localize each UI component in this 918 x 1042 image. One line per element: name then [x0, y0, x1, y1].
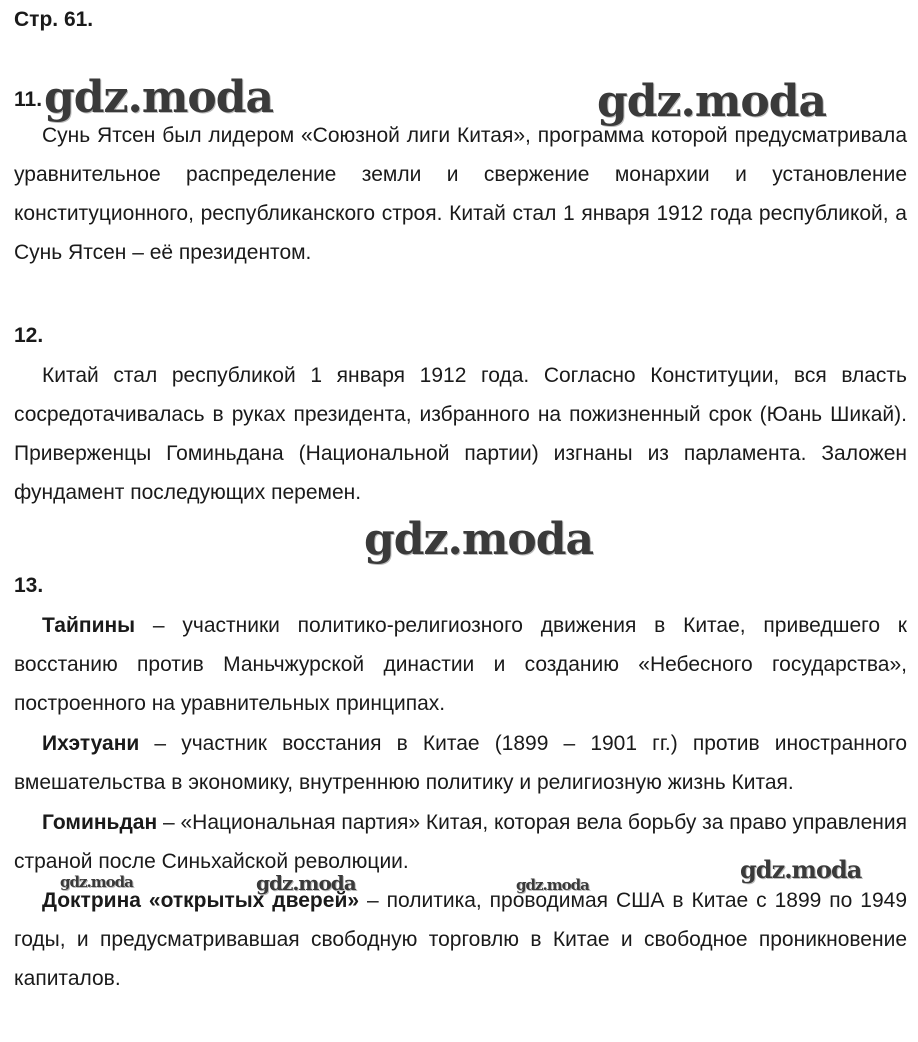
- watermark: gdz.moda: [740, 855, 862, 884]
- definition-term: Доктрина «открытых дверей»: [42, 889, 360, 912]
- section-12-paragraph: Китай стал республикой 1 января 1912 года. Согласно Конституции, вся власть сосредотачивалась в руках президента, избранного на пожизненный срок (Юань Шикай). Приверженцы Гоминьдана (Национальной партии) изгнаны из парламента. Заложен фундамент последующих перемен.: [14, 364, 907, 504]
- section-number-12: 12.: [14, 324, 44, 347]
- definition-term: Гоминьдан: [42, 811, 158, 834]
- definition-term: Тайпины: [42, 614, 136, 637]
- definition-text: – участник восстания в Китае (1899 – 1901 гг.) против иностранного вмешательства в экономику, внутреннюю политику и религиозную жизнь Китая.: [14, 732, 907, 794]
- watermark: gdz.moda: [256, 871, 356, 895]
- definition-open-door: [14, 881, 907, 998]
- definition-taipings: [14, 606, 907, 723]
- watermark: gdz.moda: [60, 873, 133, 891]
- section-number-11: 11.: [14, 88, 43, 111]
- section-number-13: 13.: [14, 574, 44, 597]
- watermark: gdz.moda: [516, 876, 589, 894]
- watermark: gdz.moda: [364, 514, 594, 565]
- definition-text: – «Национальная партия» Китая, которая вела борьбу за право управления страной после Синьхайской революции.: [14, 811, 907, 873]
- definition-term: Ихэтуани: [42, 732, 140, 755]
- definition-ihetuani: [14, 724, 907, 802]
- definition-text: – политика, проводимая США в Китае с 1899 по 1949 годы, и предусматривавшая свободную торговлю в Китае и свободное проникновение капиталов.: [14, 889, 907, 990]
- page-number: Стр. 61.: [14, 8, 94, 31]
- watermark: gdz.moda: [597, 76, 827, 127]
- section-11-paragraph: Сунь Ятсен был лидером «Союзной лиги Китая», программа которой предусматривала уравнительное распределение земли и свержение монархии и установление конституционного, республиканского строя. Китай стал 1 января 1912 года республикой, а Сунь Ятсен – её президентом.: [14, 124, 907, 264]
- watermark: gdz.moda: [44, 72, 274, 123]
- definition-text: – участники политико-религиозного движения в Китае, приведшего к восстанию против Маньчжурской династии и созданию «Небесного государства», построенного на уравнительных принципах.: [14, 614, 907, 715]
